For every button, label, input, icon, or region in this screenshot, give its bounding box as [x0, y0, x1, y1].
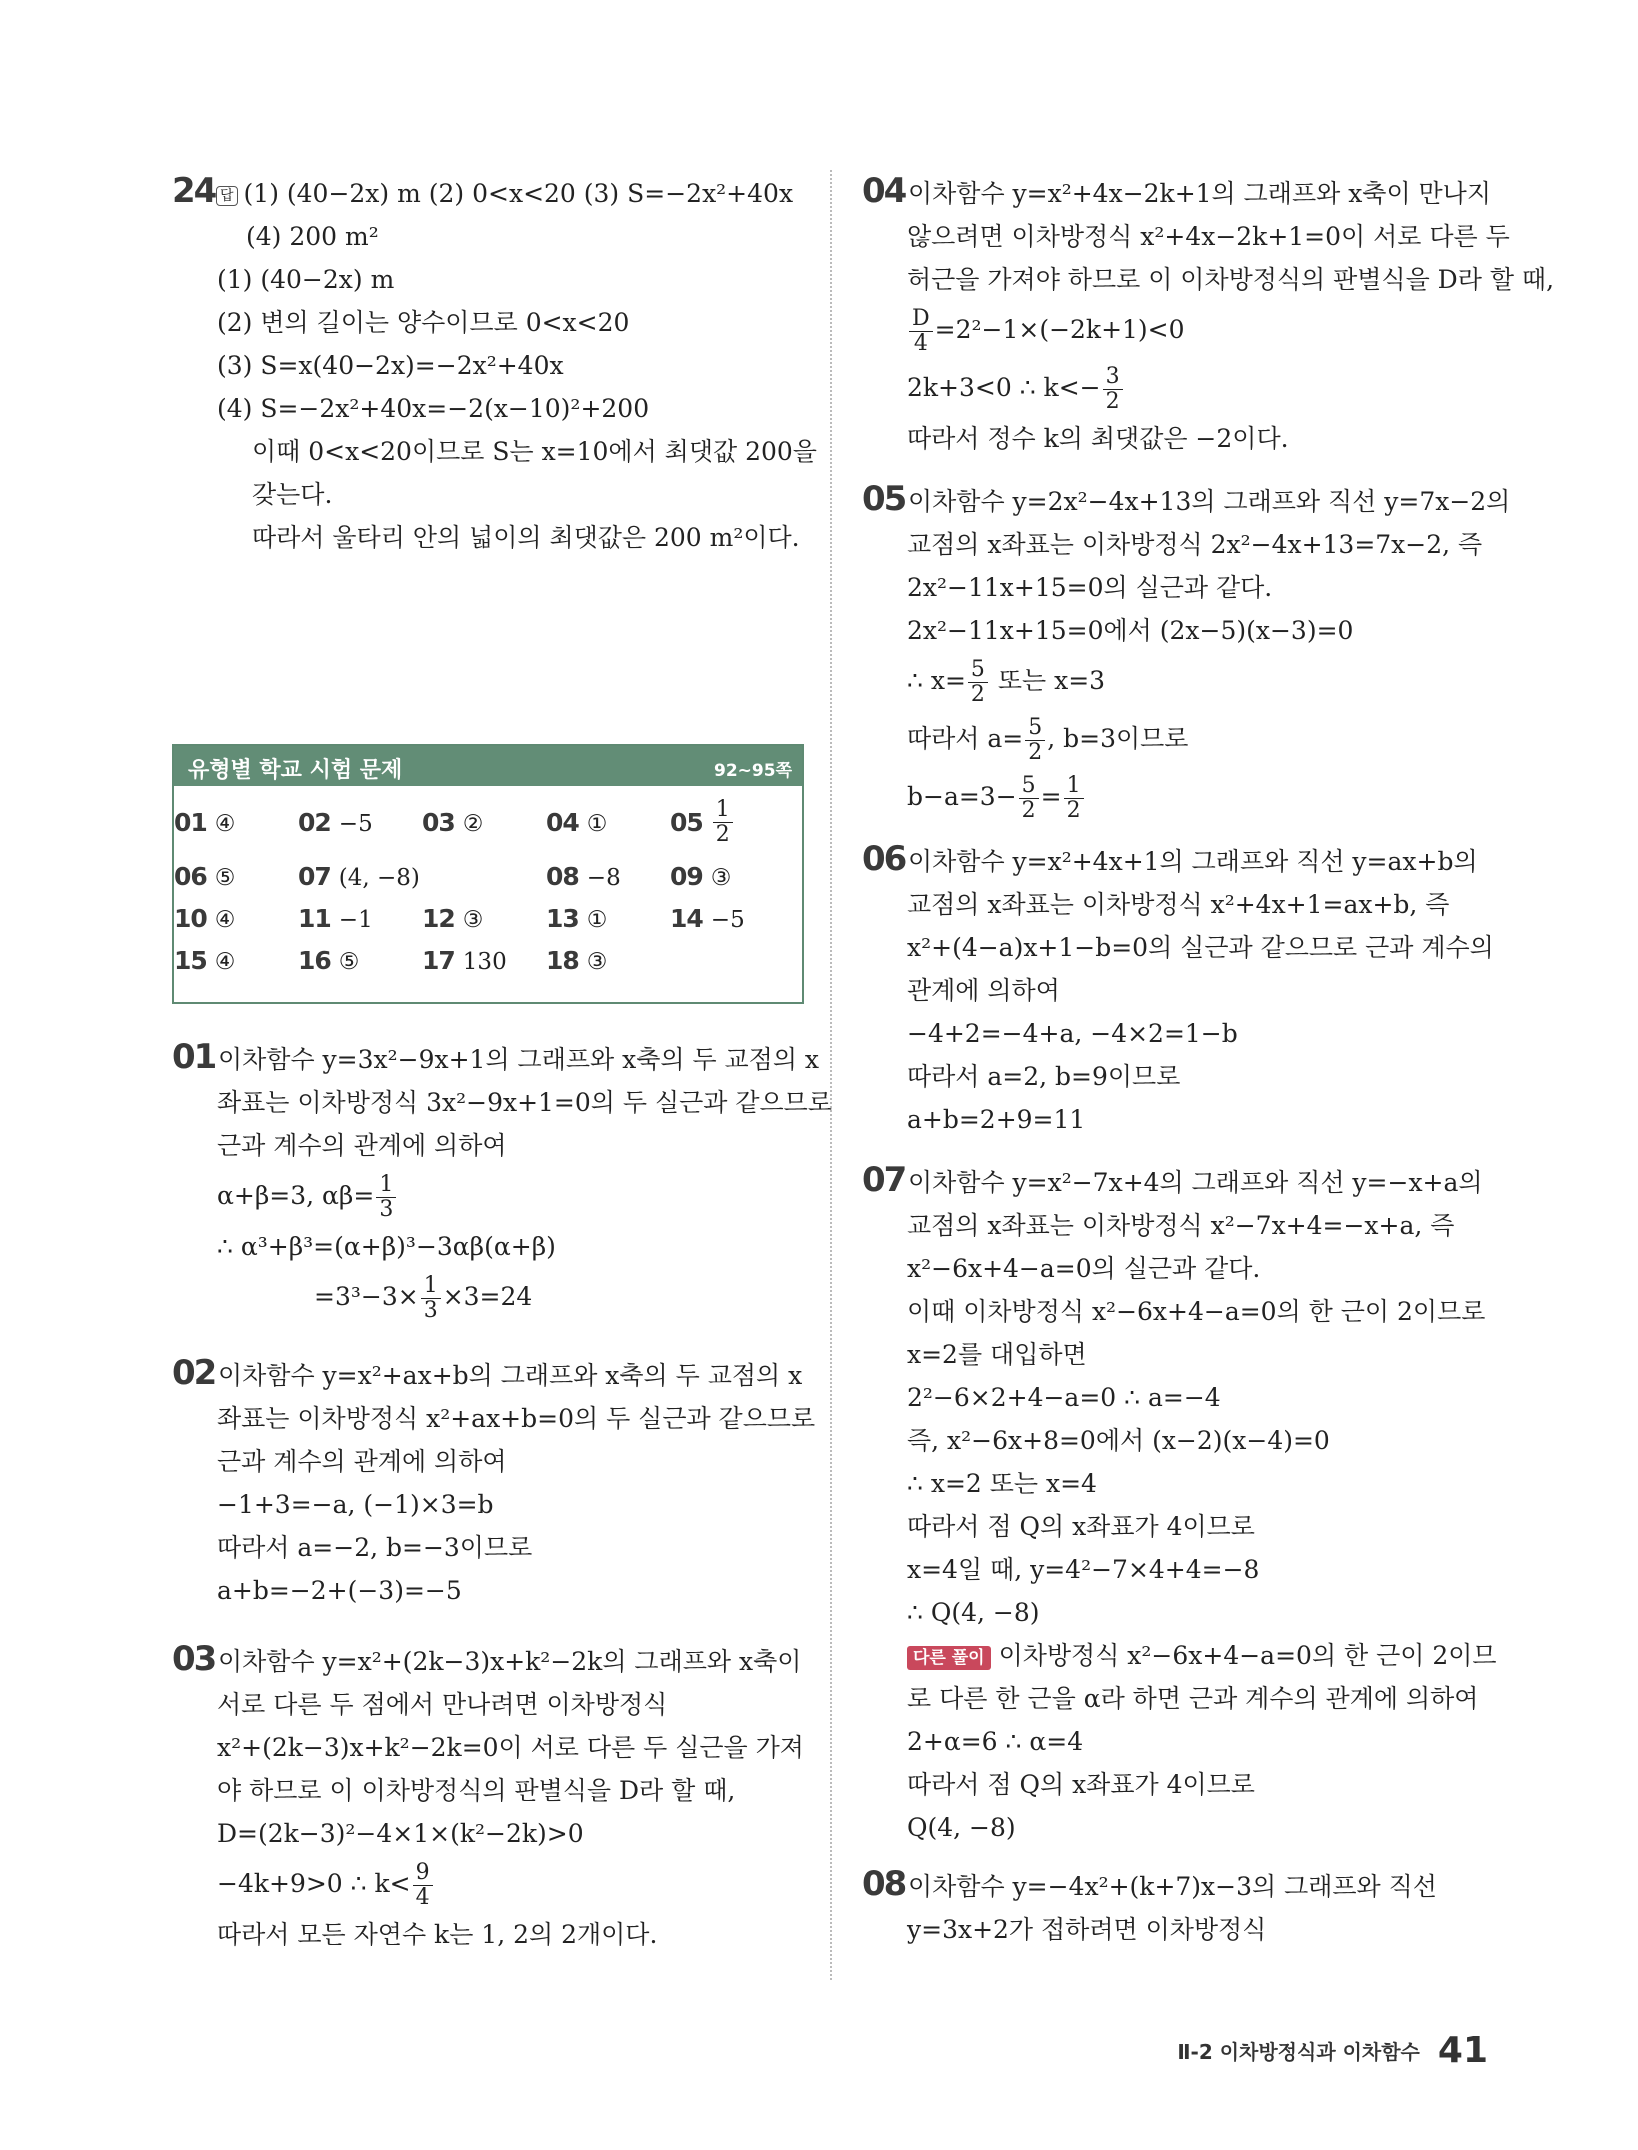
answer-item: 02 −5 [298, 808, 373, 837]
answer-item: 14 −5 [670, 904, 745, 933]
solution-line: 이차함수 y=x²+(2k−3)x+k²−2k의 그래프와 x축이 [218, 1647, 802, 1676]
answer-item: 09 ③ [670, 862, 732, 891]
solution-line: 갖는다. [252, 480, 333, 509]
answer-item: 04 ① [546, 808, 608, 837]
solution-line: 좌표는 이차방정식 x²+ax+b=0의 두 실근과 같으므로 [217, 1404, 816, 1433]
solution-line: 이차함수 y=2x²−4x+13의 그래프와 직선 y=7x−2의 [908, 487, 1511, 516]
solution-line: 2+α=6 ∴ α=4 [907, 1727, 1084, 1756]
fraction: $\frac{1}{2}$ [713, 798, 733, 847]
problem-number: 04 [862, 171, 906, 211]
solution-line: 2²−6×2+4−a=0 ∴ a=−4 [907, 1383, 1221, 1412]
answer-item: 16 ⑤ [298, 946, 360, 975]
solution-line: a+b=2+9=11 [907, 1105, 1086, 1134]
solution-line: (2) 변의 길이는 양수이므로 0<x<20 [217, 308, 630, 337]
solution-line: 교점의 x좌표는 이차방정식 x²−7x+4=−x+a, 즉 [907, 1211, 1455, 1240]
solution-line: D=(2k−3)²−4×1×(k²−2k)>0 [217, 1819, 584, 1848]
answer-item: 13 ① [546, 904, 608, 933]
solution-line: ∴ Q(4, −8) [907, 1598, 1040, 1627]
solution-line: 따라서 모든 자연수 k는 1, 2의 2개이다. [217, 1920, 658, 1949]
answer-line: (4) 200 m² [246, 222, 379, 251]
answer-item: 10 ④ [174, 904, 236, 933]
fraction: $\frac{D}{4}$ [909, 307, 933, 356]
fraction: $\frac{9}{4}$ [413, 1861, 433, 1910]
solution-line: 좌표는 이차방정식 3x²−9x+1=0의 두 실근과 같으므로 [217, 1088, 832, 1117]
left-column-lower [172, 1036, 832, 1956]
solution-line: 근과 계수의 관계에 의하여 [217, 1131, 507, 1160]
fraction: $\frac{5}{2}$ [968, 658, 988, 707]
solution-line: 이차함수 y=x²+ax+b의 그래프와 x축의 두 교점의 x [218, 1361, 803, 1390]
problem-number: 01 [172, 1037, 216, 1077]
solution-line: 허근을 가져야 하므로 이 이차방정식의 판별식을 D라 할 때, [907, 265, 1555, 294]
fraction: $\frac{5}{2}$ [1019, 774, 1039, 823]
answer-item: 06 ⑤ [174, 862, 236, 891]
page-footer [1177, 2030, 1488, 2071]
solution-line: 이차함수 y=3x²−9x+1의 그래프와 x축의 두 교점의 x [218, 1045, 820, 1074]
answer-item: 07 (4, −8) [298, 862, 420, 891]
answer-item: 03 ② [422, 808, 484, 837]
column-divider [830, 170, 832, 1980]
answer-mark: 답 [216, 186, 238, 206]
answer-item: 11 −1 [298, 904, 373, 933]
solution-24 [172, 170, 817, 559]
solution-line: (4) S=−2x²+40x=−2(x−10)²+200 [217, 394, 650, 423]
solution-line: 이차함수 y=x²+4x−2k+1의 그래프와 x축이 만나지 [908, 179, 1491, 208]
problem-number: 24 [172, 171, 216, 211]
solution-04 [862, 170, 1555, 460]
left-column [172, 170, 817, 559]
problem-number: 07 [862, 1160, 906, 1200]
solution-line: 관계에 의하여 [907, 976, 1060, 1005]
answer-key-box [172, 744, 804, 1004]
solution-line: y=3x+2가 접하려면 이차방정식 [907, 1915, 1267, 1944]
solution-line: x²+(4−a)x+1−b=0의 실근과 같으므로 근과 계수의 [907, 933, 1494, 962]
solution-line: , b=3이므로 [1047, 724, 1189, 753]
solution-line: −4+2=−4+a, −4×2=1−b [907, 1019, 1238, 1048]
solution-line: ∴ x= [907, 666, 966, 695]
solution-line: x=4일 때, y=4²−7×4+4=−8 [907, 1555, 1260, 1584]
solution-line: 즉, x²−6x+8=0에서 (x−2)(x−4)=0 [907, 1426, 1330, 1455]
solution-line: 교점의 x좌표는 이차방정식 x²+4x+1=ax+b, 즉 [907, 890, 1450, 919]
solution-line: 따라서 점 Q의 x좌표가 4이므로 [907, 1770, 1255, 1799]
solution-05 [862, 478, 1511, 826]
answer-item: 05 $\frac{1}{2}$ [670, 798, 735, 847]
solution-line: (1) (40−2x) m [217, 265, 395, 294]
fraction: $\frac{1}{3}$ [376, 1173, 396, 1222]
fraction: $\frac{5}{2}$ [1025, 716, 1045, 765]
solution-line: =2²−1×(−2k+1)<0 [934, 315, 1185, 344]
solution-line: 이차함수 y=x²−7x+4의 그래프와 직선 y=−x+a의 [908, 1168, 1483, 1197]
solution-07 [862, 1159, 1497, 1849]
solution-line: (3) S=x(40−2x)=−2x²+40x [217, 351, 564, 380]
problem-number: 05 [862, 479, 906, 519]
solution-06 [862, 838, 1492, 1141]
answer-line: (1) (40−2x) m (2) 0<x<20 (3) S=−2x²+40x [243, 179, 794, 208]
solution-line: ∴ x=2 또는 x=4 [907, 1469, 1097, 1498]
solution-line: x²−6x+4−a=0의 실근과 같다. [907, 1254, 1261, 1283]
answer-item: 01 ④ [174, 808, 236, 837]
answer-item: 08 −8 [546, 862, 621, 891]
solution-line: 않으려면 이차방정식 x²+4x−2k+1=0이 서로 다른 두 [907, 222, 1510, 251]
solution-02 [172, 1352, 816, 1612]
problem-number: 02 [172, 1353, 216, 1393]
solution-line: 근과 계수의 관계에 의하여 [217, 1447, 507, 1476]
answer-item: 12 ③ [422, 904, 484, 933]
solution-03 [172, 1638, 802, 1956]
solution-line: 로 다른 한 근을 α라 하면 근과 계수의 관계에 의하여 [907, 1684, 1479, 1713]
solution-line: x²+(2k−3)x+k²−2k=0이 서로 다른 두 실근을 가져 [217, 1733, 804, 1762]
solution-line: ∴ α³+β³=(α+β)³−3αβ(α+β) [217, 1232, 556, 1261]
right-column [862, 170, 1555, 1951]
answer-key-title: 유형별 학교 시험 문제 [188, 758, 403, 783]
fraction: $\frac{1}{3}$ [421, 1274, 441, 1323]
solution-line: −1+3=−a, (−1)×3=b [217, 1490, 494, 1519]
alternative-solution-tag: 다른 풀이 [907, 1646, 991, 1670]
section-title: Ⅱ-2 이차방정식과 이차함수 [1177, 2040, 1420, 2064]
solution-01 [172, 1036, 832, 1326]
solution-line: 서로 다른 두 점에서 만나려면 이차방정식 [217, 1690, 668, 1719]
solution-line: −4k+9>0 ∴ k< [217, 1869, 411, 1898]
answer-item: 15 ④ [174, 946, 236, 975]
solution-line: 야 하므로 이 이차방정식의 판별식을 D라 할 때, [217, 1776, 736, 1805]
problem-number: 06 [862, 839, 906, 879]
solution-line: 따라서 울타리 안의 넓이의 최댓값은 200 m²이다. [252, 523, 800, 552]
solution-line: a+b=−2+(−3)=−5 [217, 1576, 462, 1605]
problem-number: 08 [862, 1864, 906, 1904]
solution-line: 이때 이차방정식 x²−6x+4−a=0의 한 근이 2이므로 [907, 1297, 1486, 1326]
page-number: 41 [1437, 2030, 1488, 2071]
solution-line: = [1040, 782, 1062, 811]
solution-line: =3³−3× [314, 1282, 419, 1311]
problem-number: 03 [172, 1639, 216, 1679]
fraction: $\frac{3}{2}$ [1103, 365, 1123, 414]
solution-line: α+β=3, αβ= [217, 1181, 375, 1210]
solution-line: 따라서 점 Q의 x좌표가 4이므로 [907, 1512, 1255, 1541]
solution-line: 따라서 a=2, b=9이므로 [907, 1062, 1181, 1091]
solution-line: 또는 x=3 [989, 666, 1106, 695]
solution-line: ×3=24 [442, 1282, 533, 1311]
solution-line: 2x²−11x+15=0에서 (2x−5)(x−3)=0 [907, 616, 1354, 645]
solution-08 [862, 1863, 1492, 1951]
answer-key-pages: 92~95쪽 [714, 761, 792, 781]
answer-item: 18 ③ [546, 946, 608, 975]
solution-line: 이차함수 y=−4x²+(k+7)x−3의 그래프와 직선 [908, 1872, 1437, 1901]
solution-line: x=2를 대입하면 [907, 1340, 1087, 1369]
solution-line: Q(4, −8) [907, 1813, 1016, 1842]
solution-line: 따라서 a=−2, b=−3이므로 [217, 1533, 533, 1562]
solution-line: 2k+3<0 ∴ k<− [907, 373, 1101, 402]
solution-line: b−a=3− [907, 782, 1017, 811]
solution-line: 따라서 정수 k의 최댓값은 −2이다. [907, 424, 1289, 453]
solution-line: 따라서 a= [907, 724, 1024, 753]
solution-line: 이때 0<x<20이므로 S는 x=10에서 최댓값 200을 [252, 437, 817, 466]
fraction: $\frac{1}{2}$ [1064, 774, 1084, 823]
solution-line: 교점의 x좌표는 이차방정식 2x²−4x+13=7x−2, 즉 [907, 530, 1483, 559]
solution-line: 이차방정식 x²−6x+4−a=0의 한 근이 2이므 [998, 1641, 1497, 1670]
solution-line: 2x²−11x+15=0의 실근과 같다. [907, 573, 1273, 602]
solution-line: 이차함수 y=x²+4x+1의 그래프와 직선 y=ax+b의 [908, 847, 1478, 876]
answer-key-header [174, 746, 802, 786]
answer-item: 17 130 [422, 946, 507, 975]
